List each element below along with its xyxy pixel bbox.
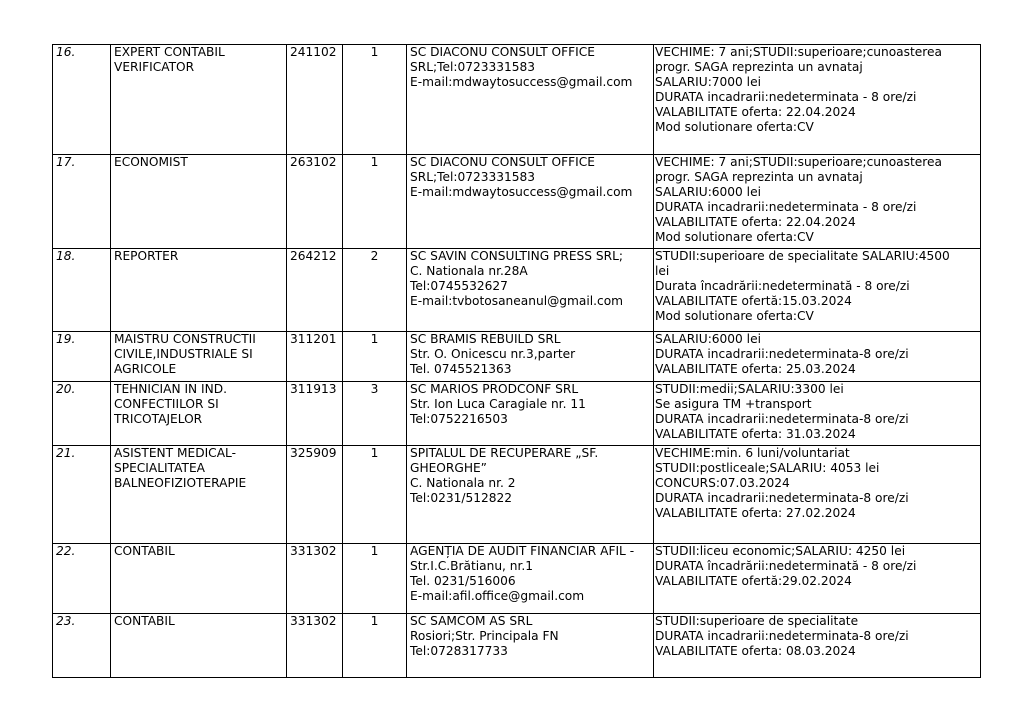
employer-line: Str. Ion Luca Caragiale nr. 11: [410, 397, 586, 411]
condition-line: VECHIME:min. 6 luni/voluntariat: [655, 446, 850, 460]
employer-line: C. Nationala nr. 2: [410, 476, 516, 490]
employer-line: SC DIACONU CONSULT OFFICE: [410, 45, 595, 59]
cor-code: 311913: [290, 382, 337, 396]
employer-line: E-mail:mdwaytosuccess@gmail.com: [410, 75, 633, 89]
vacancies-count: 1: [370, 332, 379, 346]
condition-line: SALARIU:7000 lei: [655, 75, 761, 89]
vacancies-count: 1: [370, 45, 379, 59]
condition-line: VALABILITATE oferta: 25.03.2024: [655, 362, 856, 376]
job-title-cell: [111, 544, 287, 614]
employer-line: Tel:0745532627: [410, 279, 508, 293]
cor-code: 263102: [290, 155, 337, 169]
cor-code: 311201: [290, 332, 337, 346]
vacancies-count: 1: [370, 446, 379, 460]
cor-code-cell: [287, 446, 343, 544]
vacancies-count: 1: [370, 155, 379, 169]
job-title-line: CONFECTIILOR SI: [114, 397, 219, 411]
job-title-cell: [111, 155, 287, 249]
cor-code: 331302: [290, 614, 337, 628]
condition-line: progr. SAGA reprezinta un avnataj: [655, 170, 863, 184]
condition-line: SALARIU:6000 lei: [655, 332, 761, 346]
row-number: 16.: [56, 45, 76, 59]
conditions-cell: [654, 614, 981, 678]
row-number: 22.: [56, 544, 76, 558]
table-row: [53, 332, 981, 382]
employer-cell: [407, 614, 654, 678]
cor-code-cell: [287, 155, 343, 249]
table-row: [53, 155, 981, 249]
job-title-line: ECONOMIST: [114, 155, 188, 169]
vacancies-cell: [343, 249, 407, 332]
condition-line: DURATA incadrarii:nedeterminata-8 ore/zi: [655, 629, 909, 643]
condition-line: DURATA incadrarii:nedeterminata - 8 ore/zi: [655, 200, 917, 214]
cor-code-cell: [287, 544, 343, 614]
conditions-cell: [654, 249, 981, 332]
job-title-line: AGRICOLE: [114, 362, 177, 376]
condition-line: DURATA încadrării:nedeterminată - 8 ore/zi: [655, 559, 917, 573]
employer-line: Rosiori;Str. Principala FN: [410, 629, 559, 643]
employer-line: SRL;Tel:0723331583: [410, 60, 536, 74]
row-number-cell: [53, 155, 111, 249]
vacancies-cell: [343, 382, 407, 446]
condition-line: CONCURS:07.03.2024: [655, 476, 790, 490]
condition-line: VALABILITATE ofertă:15.03.2024: [655, 294, 852, 308]
condition-line: STUDII:postliceale;SALARIU: 4053 lei: [655, 461, 880, 475]
vacancies-count: 2: [370, 249, 379, 263]
condition-line: STUDII:liceu economic;SALARIU: 4250 lei: [655, 544, 906, 558]
vacancies-count: 1: [370, 614, 379, 628]
table-row: [53, 45, 981, 155]
condition-line: progr. SAGA reprezinta un avnataj: [655, 60, 863, 74]
row-number-cell: [53, 332, 111, 382]
employer-line: E-mail:mdwaytosuccess@gmail.com: [410, 185, 633, 199]
row-number-cell: [53, 614, 111, 678]
job-title-cell: [111, 446, 287, 544]
job-title-cell: [111, 249, 287, 332]
cor-code-cell: [287, 614, 343, 678]
job-title-line: TRICOTAJELOR: [114, 412, 203, 426]
employer-cell: [407, 249, 654, 332]
cor-code-cell: [287, 332, 343, 382]
conditions-cell: [654, 446, 981, 544]
vacancies-cell: [343, 155, 407, 249]
condition-line: STUDII:superioare de specialitate SALARIU:4500: [655, 249, 950, 263]
condition-line: VALABILITATE oferta: 27.02.2024: [655, 506, 856, 520]
vacancies-cell: [343, 45, 407, 155]
employer-line: Tel. 0745521363: [410, 362, 512, 376]
conditions-cell: [654, 155, 981, 249]
job-title-line: TEHNICIAN IN IND.: [114, 382, 228, 396]
employer-cell: [407, 544, 654, 614]
condition-line: VALABILITATE ofertă:29.02.2024: [655, 574, 852, 588]
condition-line: VALABILITATE oferta: 22.04.2024: [655, 215, 856, 229]
table-row: [53, 249, 981, 332]
condition-line: DURATA incadrarii:nedeterminata-8 ore/zi: [655, 491, 909, 505]
condition-line: DURATA incadrarii:nedeterminata - 8 ore/zi: [655, 90, 917, 104]
employer-line: E-mail:tvbotosaneanul@gmail.com: [410, 294, 624, 308]
cor-code-cell: [287, 382, 343, 446]
condition-line: Mod solutionare oferta:CV: [655, 120, 814, 134]
condition-line: Mod solutionare oferta:CV: [655, 309, 814, 323]
job-title-line: SPECIALITATEA: [114, 461, 205, 475]
cor-code: 241102: [290, 45, 337, 59]
employer-line: SC SAMCOM AS SRL: [410, 614, 533, 628]
table-row: [53, 544, 981, 614]
employer-line: Tel:0728317733: [410, 644, 508, 658]
row-number: 21.: [56, 446, 76, 460]
condition-line: DURATA incadrarii:nedeterminata-8 ore/zi: [655, 412, 909, 426]
employer-cell: [407, 155, 654, 249]
condition-line: STUDII:medii;SALARIU:3300 lei: [655, 382, 844, 396]
row-number-cell: [53, 382, 111, 446]
employer-line: Str.I.C.Brătianu, nr.1: [410, 559, 534, 573]
table-row: [53, 382, 981, 446]
cor-code: 325909: [290, 446, 337, 460]
employer-line: AGENȚIA DE AUDIT FINANCIAR AFIL -: [410, 544, 635, 558]
job-title-line: ASISTENT MEDICAL-: [114, 446, 236, 460]
vacancies-cell: [343, 544, 407, 614]
cor-code: 331302: [290, 544, 337, 558]
row-number-cell: [53, 544, 111, 614]
job-title-cell: [111, 614, 287, 678]
vacancies-count: 1: [370, 544, 379, 558]
job-title-cell: [111, 332, 287, 382]
row-number-cell: [53, 45, 111, 155]
row-number-cell: [53, 249, 111, 332]
condition-line: Mod solutionare oferta:CV: [655, 230, 814, 244]
table-row: [53, 446, 981, 544]
condition-line: VALABILITATE oferta: 08.03.2024: [655, 644, 856, 658]
employer-cell: [407, 446, 654, 544]
employer-line: GHEORGHE”: [410, 461, 487, 475]
job-title-line: CONTABIL: [114, 614, 175, 628]
employer-line: SRL;Tel:0723331583: [410, 170, 536, 184]
row-number: 17.: [56, 155, 76, 169]
employer-line: SC BRAMIS REBUILD SRL: [410, 332, 561, 346]
job-title-line: CONTABIL: [114, 544, 175, 558]
vacancies-cell: [343, 446, 407, 544]
condition-line: VALABILITATE oferta: 31.03.2024: [655, 427, 856, 441]
condition-line: Se asigura TM +transport: [655, 397, 812, 411]
employer-line: SC MARIOS PRODCONF SRL: [410, 382, 579, 396]
employer-line: Tel:0231/512822: [410, 491, 513, 505]
job-title-line: MAISTRU CONSTRUCTII: [114, 332, 256, 346]
table-row: [53, 614, 981, 678]
conditions-cell: [654, 544, 981, 614]
row-number: 18.: [56, 249, 76, 263]
cor-code: 264212: [290, 249, 337, 263]
condition-line: VECHIME: 7 ani;STUDII:superioare;cunoasterea: [655, 45, 942, 59]
job-title-cell: [111, 382, 287, 446]
cor-code-cell: [287, 45, 343, 155]
row-number: 23.: [56, 614, 76, 628]
job-title-line: VERIFICATOR: [114, 60, 195, 74]
employer-line: Tel. 0231/516006: [410, 574, 516, 588]
job-title-line: EXPERT CONTABIL: [114, 45, 225, 59]
employer-cell: [407, 332, 654, 382]
row-number-cell: [53, 446, 111, 544]
condition-line: Durata încadrării:nedeterminată - 8 ore/zi: [655, 279, 910, 293]
employer-cell: [407, 382, 654, 446]
condition-line: SALARIU:6000 lei: [655, 185, 761, 199]
condition-line: VALABILITATE oferta: 22.04.2024: [655, 105, 856, 119]
row-number: 20.: [56, 382, 76, 396]
job-title-line: BALNEOFIZIOTERAPIE: [114, 476, 247, 490]
employer-line: SC SAVIN CONSULTING PRESS SRL;: [410, 249, 623, 263]
employer-line: SC DIACONU CONSULT OFFICE: [410, 155, 595, 169]
row-number: 19.: [56, 332, 76, 346]
job-offers-body: [53, 45, 981, 678]
conditions-cell: [654, 332, 981, 382]
condition-line: VECHIME: 7 ani;STUDII:superioare;cunoasterea: [655, 155, 942, 169]
conditions-cell: [654, 382, 981, 446]
vacancies-cell: [343, 614, 407, 678]
employer-cell: [407, 45, 654, 155]
employer-line: Tel:0752216503: [410, 412, 508, 426]
job-title-line: REPORTER: [114, 249, 179, 263]
employer-line: SPITALUL DE RECUPERARE „SF.: [410, 446, 599, 460]
cor-code-cell: [287, 249, 343, 332]
condition-line: lei: [655, 264, 670, 278]
conditions-cell: [654, 45, 981, 155]
employer-line: E-mail:afil.office@gmail.com: [410, 589, 585, 603]
employer-line: Str. O. Onicescu nr.3,parter: [410, 347, 576, 361]
employer-line: C. Nationala nr.28A: [410, 264, 528, 278]
job-title-line: CIVILE,INDUSTRIALE SI: [114, 347, 253, 361]
condition-line: DURATA incadrarii:nedeterminata-8 ore/zi: [655, 347, 909, 361]
condition-line: STUDII:superioare de specialitate: [655, 614, 859, 628]
vacancies-count: 3: [370, 382, 379, 396]
vacancies-cell: [343, 332, 407, 382]
job-offers-table: [52, 44, 981, 678]
job-title-cell: [111, 45, 287, 155]
